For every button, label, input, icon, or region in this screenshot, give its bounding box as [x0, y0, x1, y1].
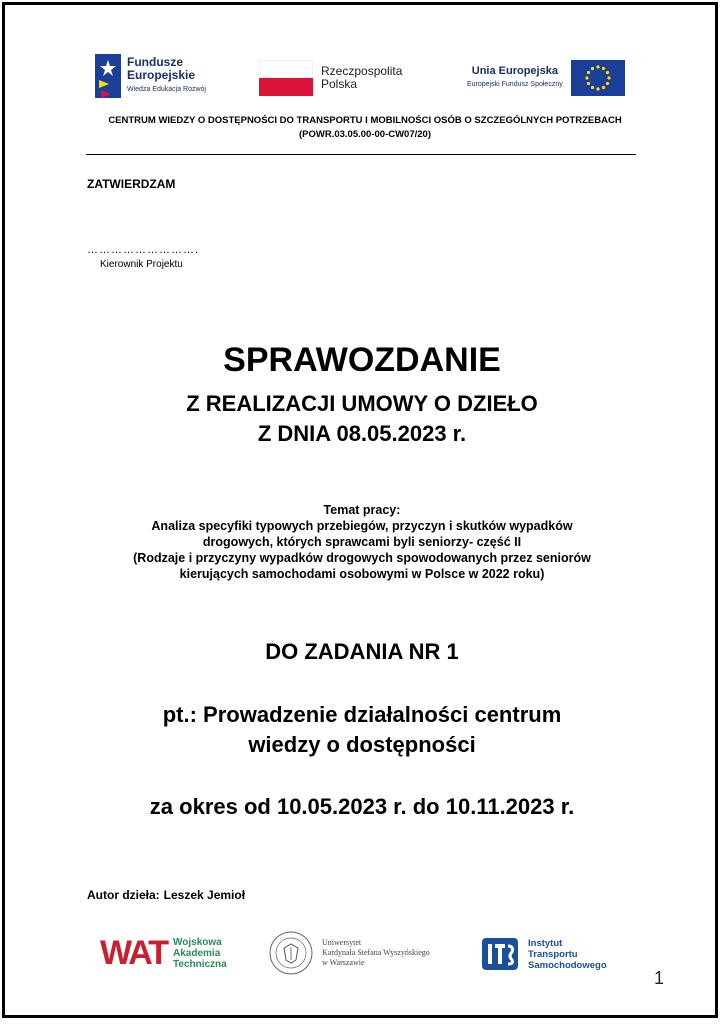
pt-line-1: pt.: Prowadzenie działalności centrum	[162, 702, 562, 727]
polish-flag-icon	[259, 60, 313, 96]
signature-line: ……………………….	[87, 244, 200, 256]
unia-line1: Unia Europejska	[471, 65, 558, 77]
temat-line-2: drogowych, których sprawcami byli seniorzy- część II	[202, 535, 522, 549]
header-divider	[86, 154, 636, 155]
pt-line-2: wiedzy o dostępności	[248, 732, 476, 757]
wat-logo	[100, 934, 227, 973]
document-title: SPRAWOZDANIE	[223, 341, 501, 379]
wat-line1: Wojskowa	[173, 937, 222, 948]
uksw-logo	[268, 930, 430, 976]
centrum-code: (POWR.03.05.00-00-CW07/20)	[299, 129, 431, 140]
fundusze-sub: Wiedza Edukacja Rozwój	[127, 86, 206, 93]
centrum-header	[60, 114, 670, 142]
uksw-line1: Uniwersytet	[322, 938, 362, 947]
fundusze-line1: Fundusze	[127, 55, 183, 69]
wat-mark: WAT	[100, 934, 168, 972]
its-line3: Samochodowego	[528, 959, 607, 971]
wat-line3: Techniczna	[173, 959, 227, 970]
temat-line-3: (Rodzaje i przyczyny wypadków drogowych spowodowanych przez seniorów	[133, 551, 591, 565]
author-name: Leszek Jemioł	[163, 888, 246, 902]
rzeczpospolita-line1: Rzeczpospolita	[321, 64, 403, 78]
temat-section	[70, 502, 654, 582]
its-line2: Transportu	[528, 948, 578, 960]
its-logo	[480, 934, 607, 974]
document-subtitle-2: Z DNIA 08.05.2023 r.	[257, 421, 467, 446]
approval-role: Kierownik Projektu	[100, 259, 183, 270]
page-number: 1	[654, 968, 665, 988]
unia-europejska-logo	[467, 60, 625, 96]
its-emblem-icon	[480, 934, 520, 974]
uksw-line3: w Warszawie	[322, 958, 365, 967]
document-subtitle-1: Z REALIZACJI UMOWY O DZIEŁO	[186, 391, 538, 416]
footer-logos	[100, 928, 630, 984]
author-line	[87, 888, 245, 902]
zadanie-heading: DO ZADANIA NR 1	[265, 639, 459, 664]
fundusze-star-icon	[95, 54, 121, 98]
temat-line-1: Analiza specyfiki typowych przebiegów, przyczyn i skutków wypadków	[151, 519, 573, 533]
temat-label: Temat pracy:	[323, 503, 401, 517]
author-label: Autor dzieła:	[87, 888, 160, 902]
okres-heading: za okres od 10.05.2023 r. do 10.11.2023 r.	[149, 794, 575, 819]
its-line1: Instytut	[528, 937, 563, 949]
header-logos	[95, 54, 630, 100]
approval-label: ZATWIERDZAM	[87, 177, 176, 191]
fundusze-europejskie-logo	[95, 54, 206, 98]
rzeczpospolita-line2: Polska	[321, 77, 358, 91]
fundusze-line2: Europejskie	[127, 68, 196, 82]
uksw-line2: Kardynała Stefana Wyszyńskiego	[322, 948, 430, 957]
rzeczpospolita-logo	[259, 60, 402, 96]
wat-line2: Akademia	[173, 948, 221, 959]
eu-flag-icon	[571, 60, 625, 96]
pt-section	[0, 700, 724, 760]
unia-sub: Europejski Fundusz Społeczny	[467, 81, 563, 88]
temat-line-4: kierujących samochodami osobowymi w Polsce w 2022 roku)	[179, 567, 545, 581]
centrum-name: CENTRUM WIEDZY O DOSTĘPNOŚCI DO TRANSPORTU I MOBILNOŚCI OSÓB O SZCZEGÓLNYCH POTRZEBACH	[108, 115, 622, 126]
uksw-seal-icon	[268, 930, 314, 976]
